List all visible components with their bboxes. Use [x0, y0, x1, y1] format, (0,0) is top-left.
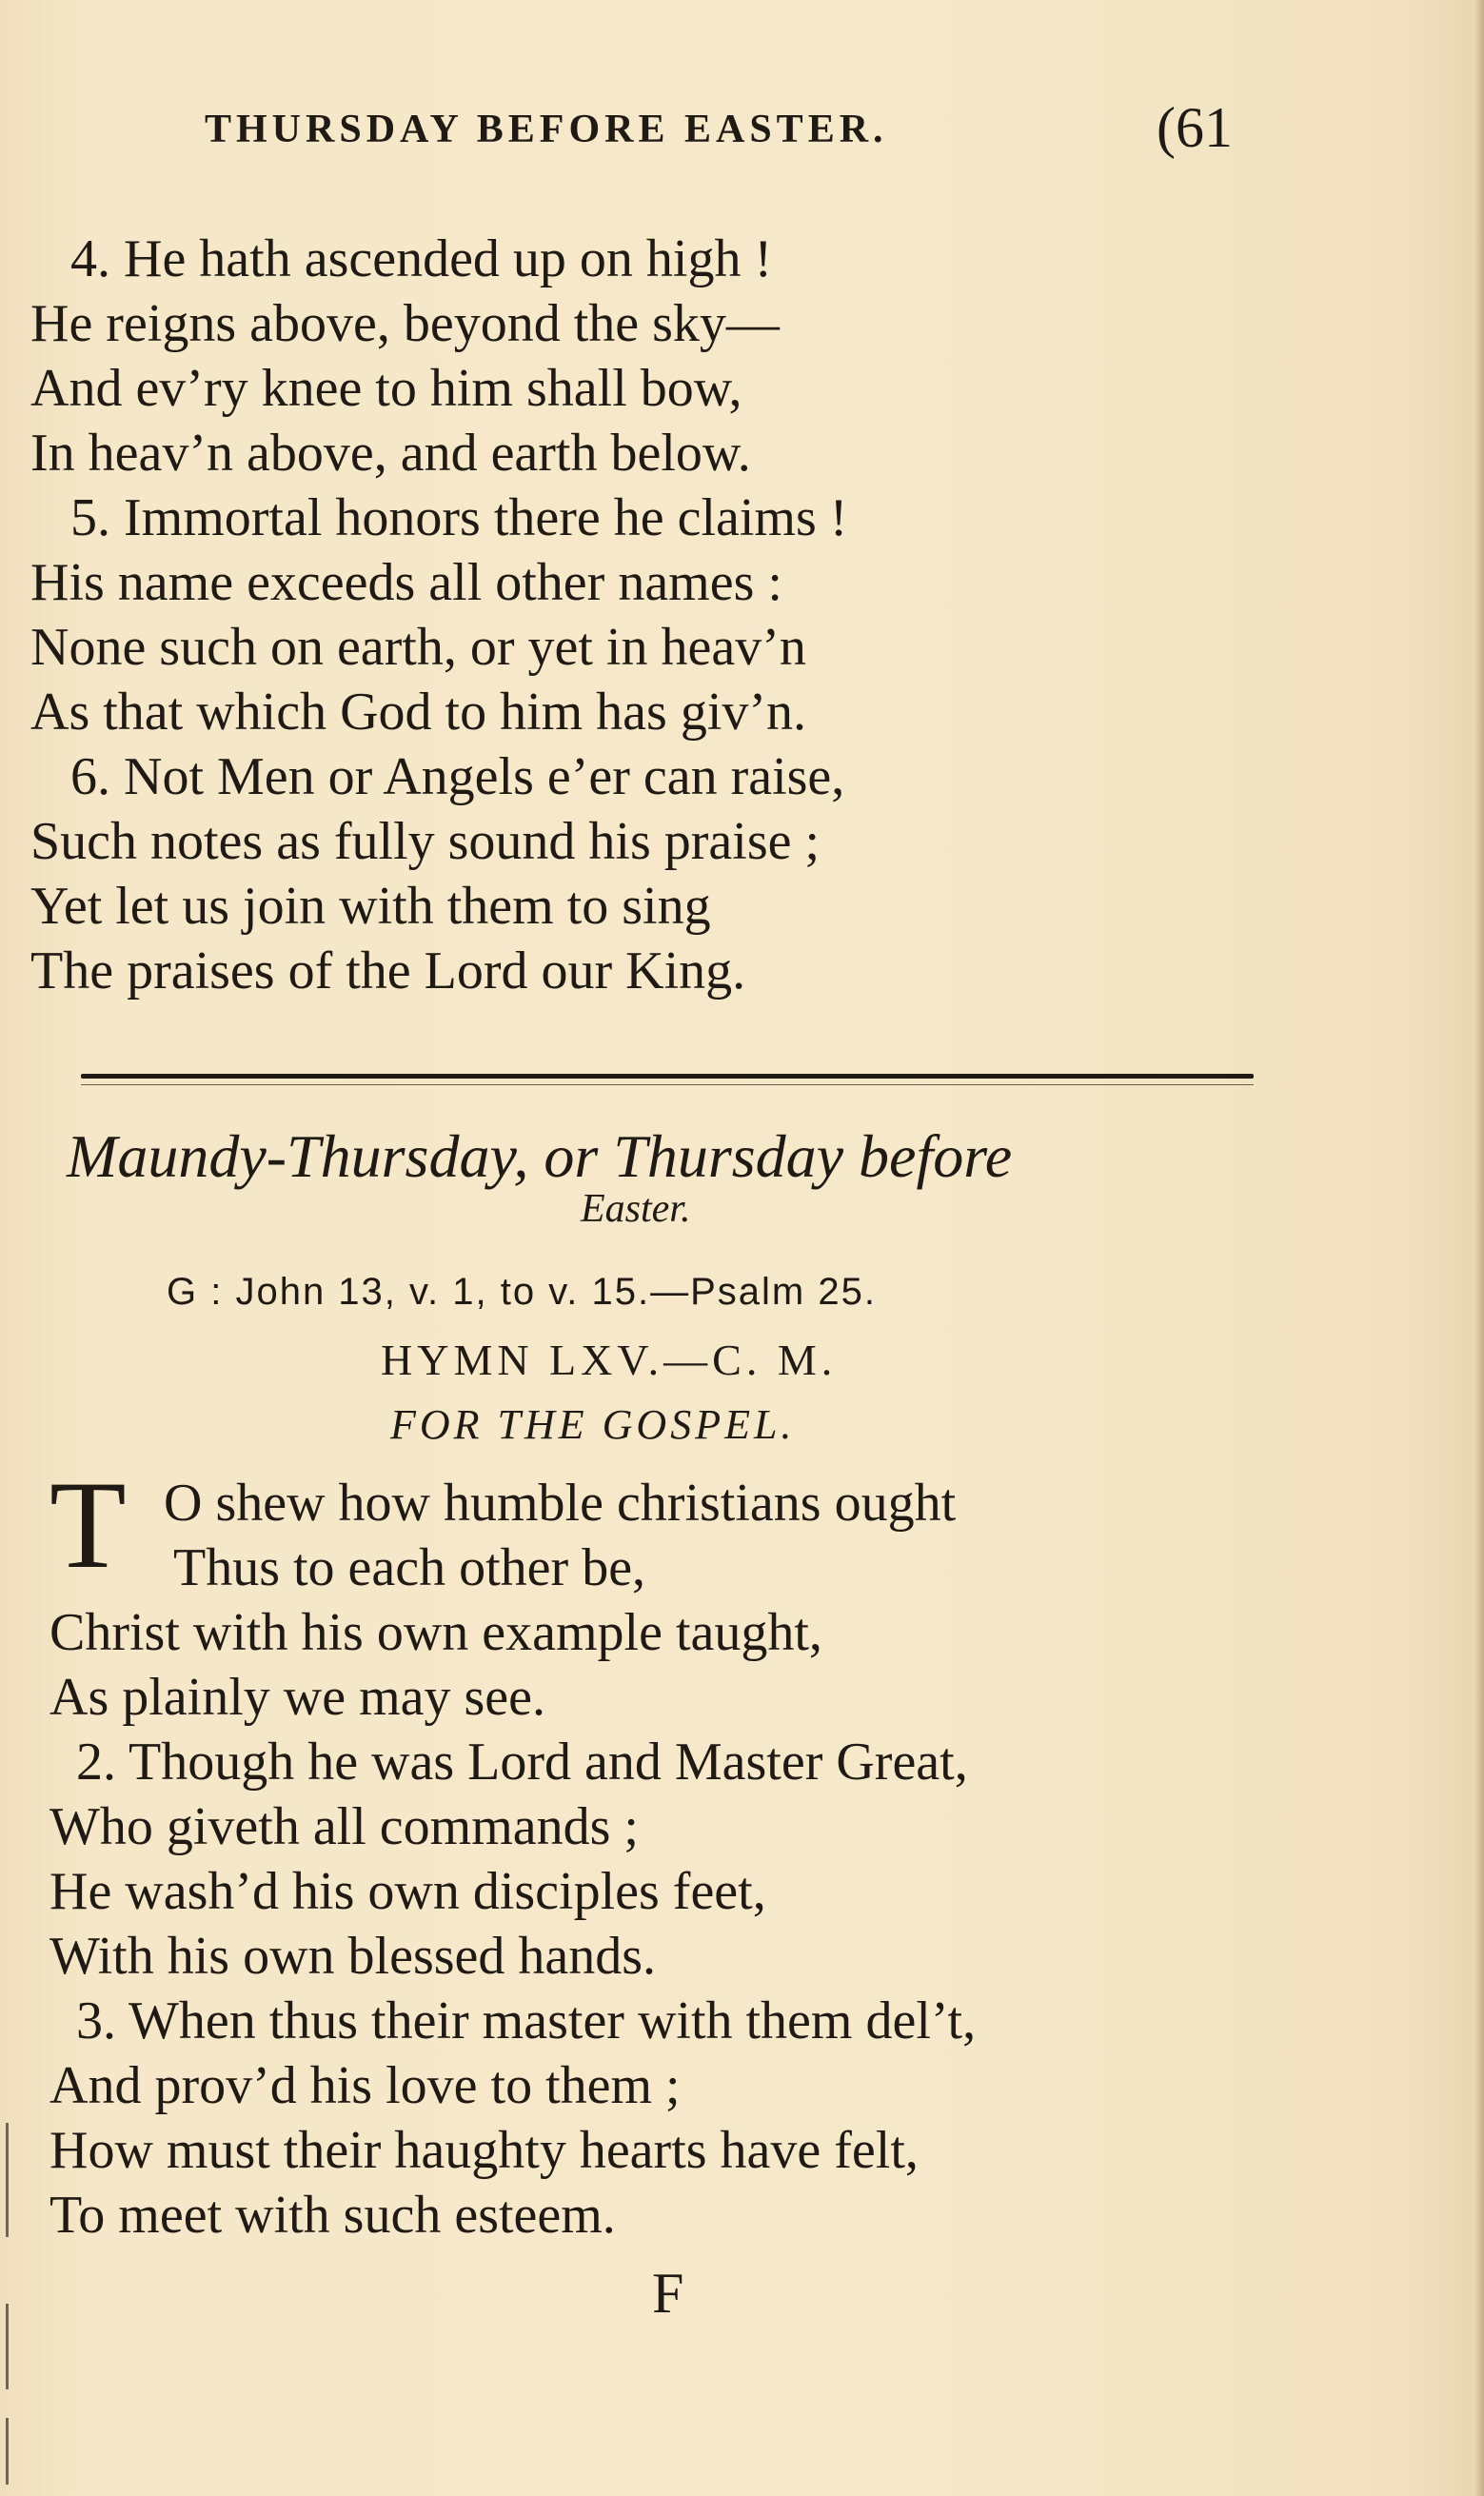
- section-divider: [81, 1074, 1254, 1079]
- binding-mark: [6, 2418, 9, 2485]
- hymn-line: 3. When thus their master with them del’t,: [76, 1991, 977, 2050]
- drop-cap: T: [49, 1455, 127, 1595]
- hymn-line: With his own blessed hands.: [49, 1927, 657, 1986]
- hymn-line: As plainly we may see.: [49, 1668, 545, 1727]
- verse-line: The praises of the Lord our King.: [30, 941, 746, 1000]
- hymn-line: O shew how humble christians ought: [164, 1474, 957, 1533]
- verse-line: He reigns above, beyond the sky—: [30, 294, 780, 353]
- section-heading: Maundy-Thursday, or Thursday before: [67, 1122, 1013, 1190]
- verse-line: Such notes as fully sound his praise ;: [30, 812, 821, 871]
- verse-line: His name exceeds all other names :: [30, 553, 782, 612]
- page-number: (61: [1157, 96, 1233, 159]
- binding-mark: [6, 2304, 9, 2389]
- verse-line: 4. He hath ascended up on high !: [70, 229, 773, 288]
- hymn-line: 2. Though he was Lord and Master Great,: [76, 1733, 968, 1792]
- hymn-line: Christ with his own example taught,: [49, 1603, 822, 1662]
- verse-line: As that which God to him has giv’n.: [30, 683, 807, 742]
- hymn-line: To meet with such esteem.: [49, 2186, 616, 2245]
- hymn-line: And prov’d his love to them ;: [49, 2056, 681, 2115]
- hymn-title: HYMN LXV.—C. M.: [381, 1336, 838, 1384]
- hymn-subtitle: FOR THE GOSPEL.: [390, 1401, 796, 1448]
- section-divider-thin: [81, 1084, 1254, 1085]
- binding-mark: [6, 2123, 9, 2237]
- hymn-line: Who giveth all commands ;: [49, 1797, 639, 1856]
- verse-line: 5. Immortal honors there he claims !: [70, 488, 848, 547]
- top-verses-block: [30, 227, 847, 1003]
- running-head-title: THURSDAY BEFORE EASTER.: [205, 108, 888, 151]
- hymn-line: He wash’d his own disciples feet,: [49, 1862, 766, 1921]
- hymn-verses-block: [49, 1471, 976, 2248]
- section-heading-continued: Easter.: [581, 1187, 691, 1231]
- page-edge-shadow: [1474, 0, 1484, 2496]
- verse-line: 6. Not Men or Angels e’er can raise,: [70, 747, 845, 806]
- signature-mark: F: [652, 2262, 684, 2325]
- verse-line: Yet let us join with them to sing: [30, 877, 711, 936]
- hymn-line: How must their haughty hearts have felt,: [49, 2121, 919, 2180]
- verse-line: None such on earth, or yet in heav’n: [30, 618, 806, 677]
- verse-line: And ev’ry knee to him shall bow,: [30, 359, 742, 418]
- hymn-line: Thus to each other be,: [173, 1538, 646, 1597]
- verse-line: In heav’n above, and earth below.: [30, 424, 751, 483]
- gospel-psalm-reference: G : John 13, v. 1, to v. 15.—Psalm 25.: [167, 1271, 877, 1313]
